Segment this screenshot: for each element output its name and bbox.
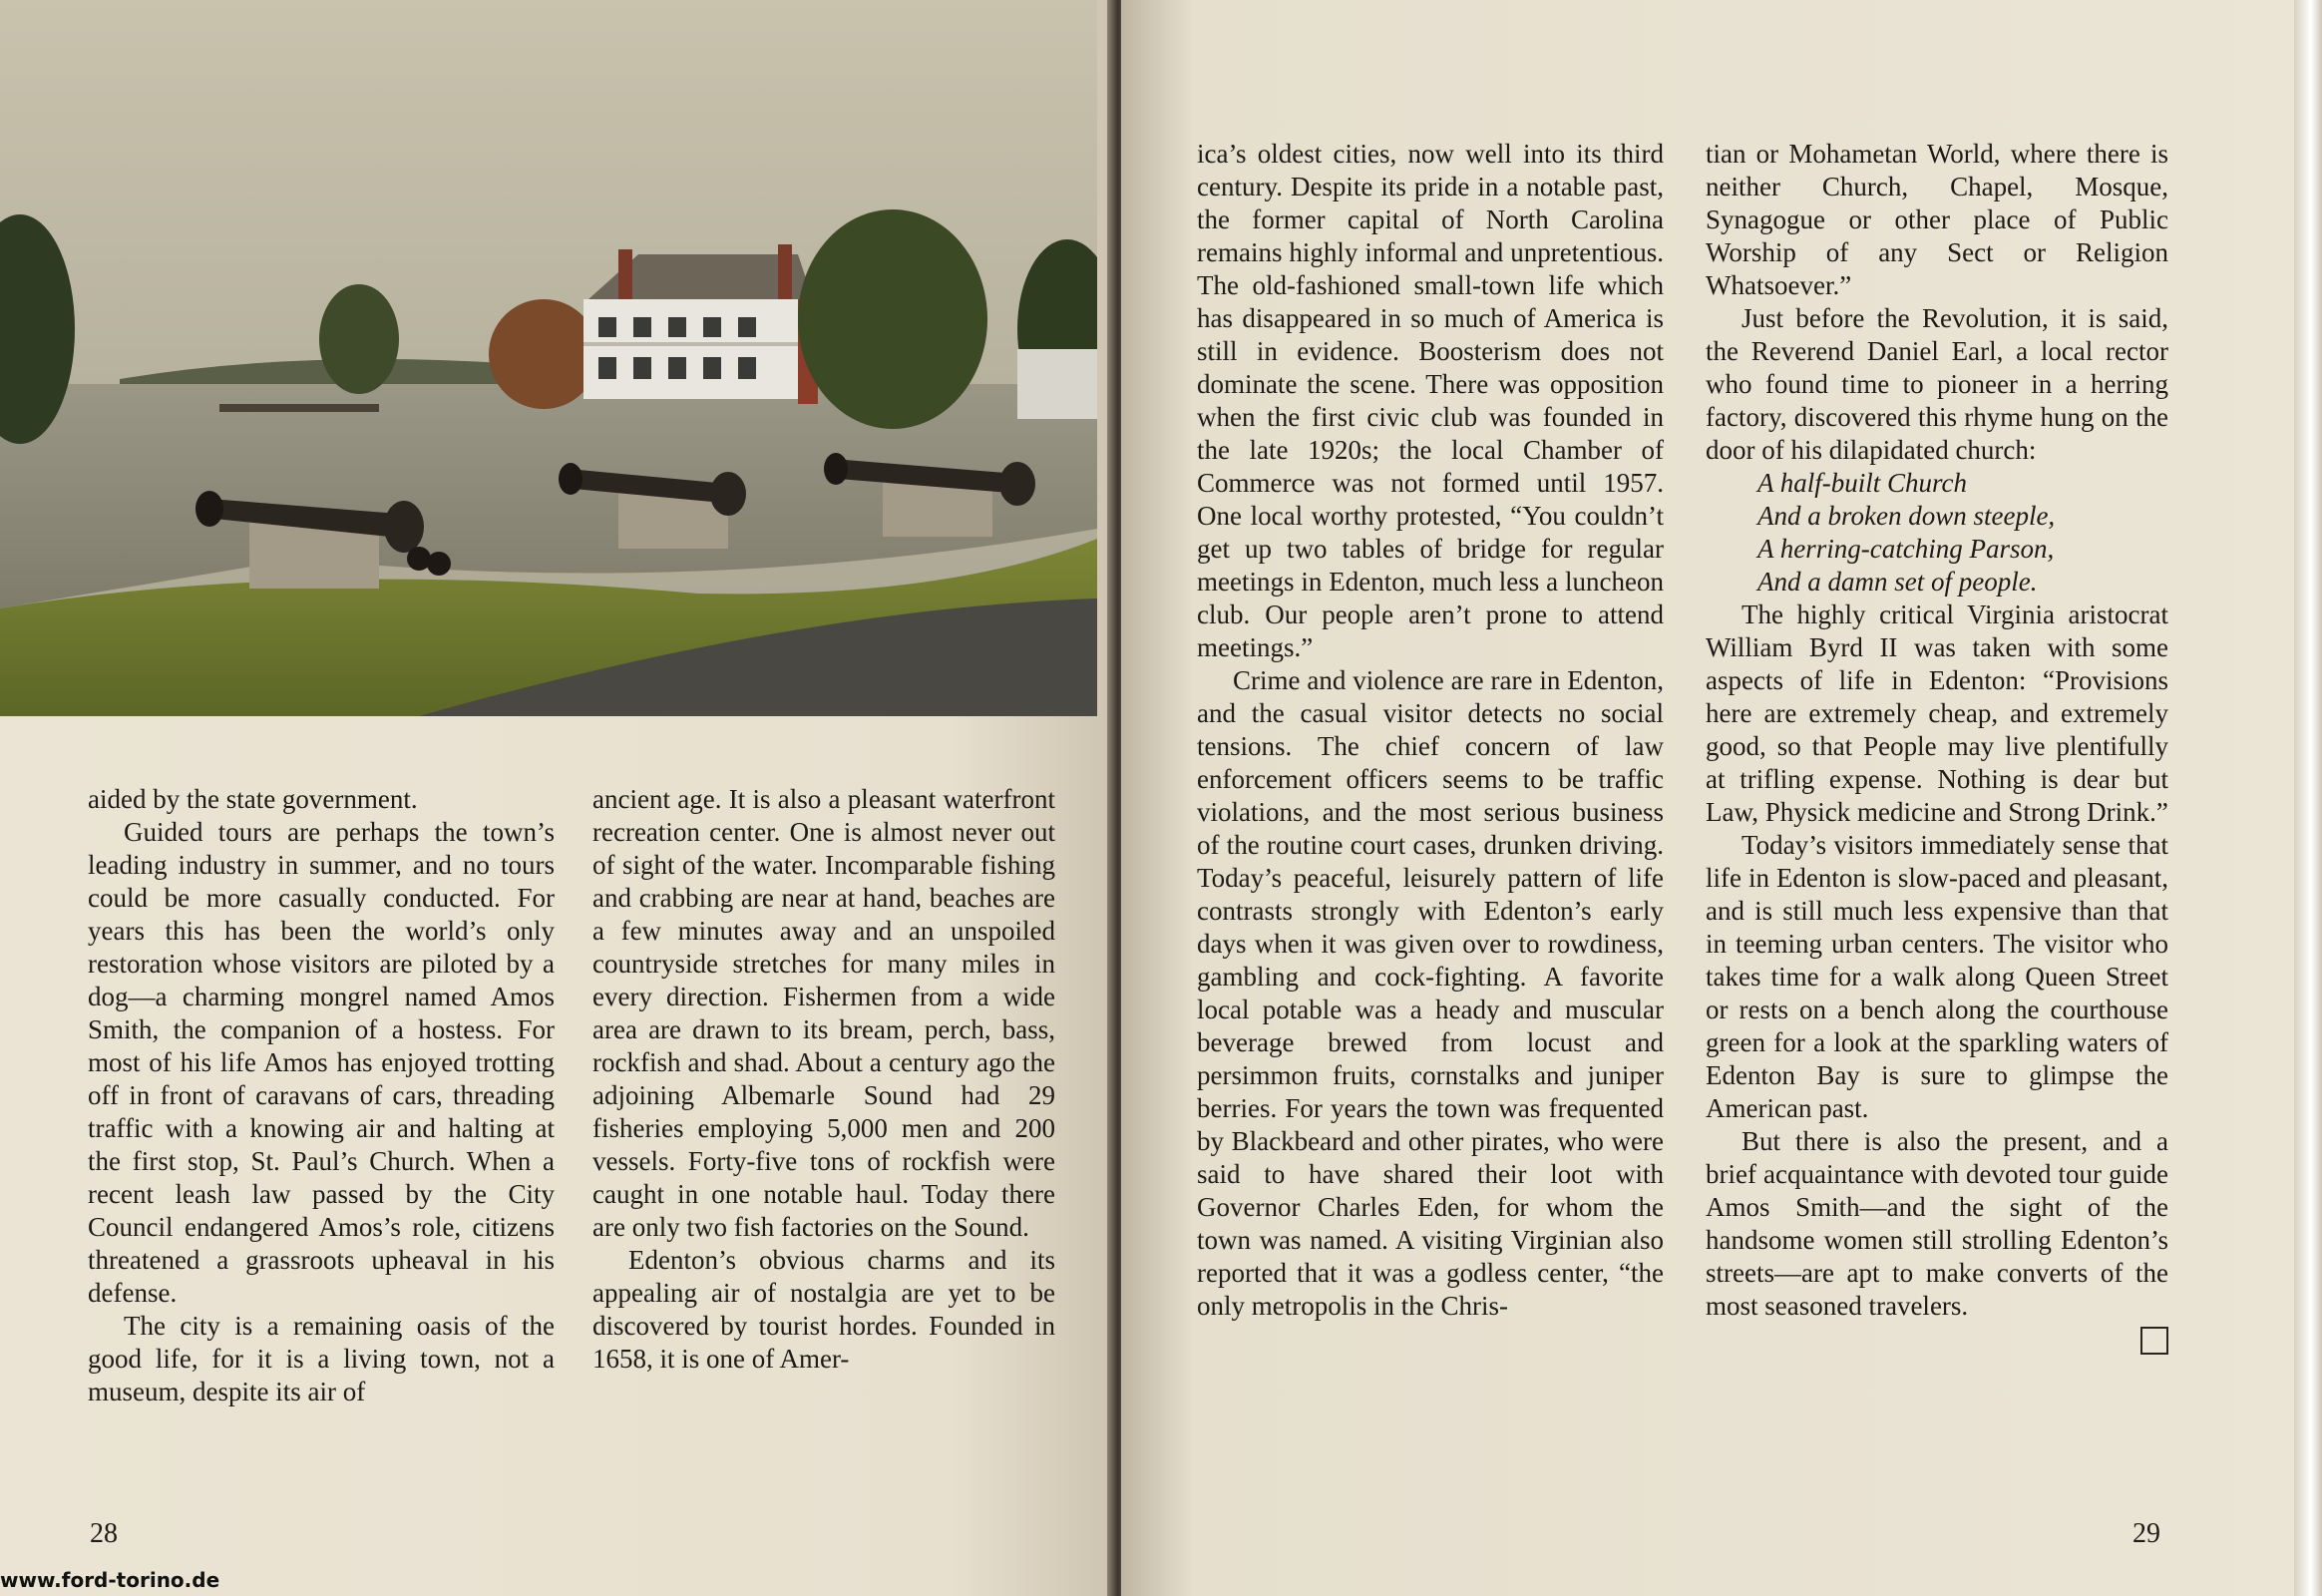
paragraph: The city is a remaining oasis of the good life, for it is a living town, not a museum, despite its air of xyxy=(88,1311,555,1406)
paragraph: Edenton’s obvious charms and its appealing air of nostalgia are yet to be discovered by tourist hordes. Founded in 1658, it is one of Amer- xyxy=(592,1245,1055,1374)
house-icon xyxy=(583,244,818,404)
rhyme-verse xyxy=(1706,467,2168,598)
paragraph: Today’s visitors immediately sense that life in Edenton is slow-paced and pleasant, and is still much less expensive than that in teeming urban centers. The visitor who takes time for a walk along Queen Street or rests on a bench along the courthouse green for a look at the sparkling waters of Edenton Bay is sure to glimpse the American past. xyxy=(1706,830,2168,1123)
paragraphs-after-verse xyxy=(1706,598,2168,1323)
verse-line: A half-built Church xyxy=(1757,468,1968,498)
paragraph: But there is also the present, and a brief acquaintance with devoted tour guide Amos Smith—and the sight of the handsome women still strolling Edenton’s streets—are apt to make converts of the most seasoned travelers. xyxy=(1706,1126,2168,1321)
page-number-left: 28 xyxy=(90,1518,118,1549)
paragraph: tian or Mohametan World, where there is neither Church, Chapel, Mosque, Synagogue or other place of Public Worship of any Sect or Religion Whatsoever.” xyxy=(1706,139,2168,300)
verse-line: A herring-catching Parson, xyxy=(1757,534,2055,564)
paragraph: ica’s oldest cities, now well into its third century. Despite its pride in a notable past, the former capital of North Carolina remains highly informal and unpretentious. The old-fashioned small-town life which has disappeared in so much of America is still in evidence. Boosterism does not dominate the scene. There was opposition when the first civic club was founded in the late 1920s; the local Chamber of Commerce was not formed until 1957. One local worthy protested, “You couldn’t get up two tables of bridge for regular meetings in Edenton, much less a luncheon club. Our people aren’t prone to attend meetings.” xyxy=(1197,139,1664,662)
paragraph: Just before the Revolution, it is said, the Reverend Daniel Earl, a local rector who found time to pioneer in a herring factory, discovered this rhyme hung on the door of his dilapidated church: xyxy=(1706,303,2168,465)
left-page xyxy=(0,0,1115,1596)
page-number-right: 29 xyxy=(2132,1518,2160,1549)
text-column-right-2 xyxy=(1706,138,2168,1355)
paragraph: ancient age. It is also a pleasant waterfront recreation center. One is almost never out of sight of the water. Incomparable fishing and crabbing are near at hand, beaches are a few minutes away and an unspoiled countryside stretches for many miles in every direction. Fishermen from a wide area are drawn to its bream, perch, bass, rockfish and shad. About a century ago the adjoining Albemarle Sound had 29 fisheries employing 5,000 men and 200 vessels. Forty-five tons of rockfish were caught in one notable haul. Today there are only two fish factories on the Sound. xyxy=(592,784,1055,1242)
paragraph: Crime and violence are rare in Edenton, and the casual visitor detects no social tensions. The chief concern of law enforcement officers seems to be traffic violations, and the most serious business of the routine court cases, drunken driving. Today’s peaceful, leisurely pattern of life contrasts strongly with Edenton’s early days when it was given over to rowdiness, gambling and cock-fighting. A favorite local potable was a heady and muscular beverage brewed from locust and persimmon fruits, cornstalks and juniper berries. For years the town was frequented by Blackbeard and other pirates, who were said to have shared their loot with Governor Charles Eden, for whom the town was named. A visiting Virginian also reported that it was a godless center, “the only metropolis in the Chris- xyxy=(1197,665,1664,1321)
paragraphs-before-verse xyxy=(1706,138,2168,467)
verse-line: And a damn set of people. xyxy=(1757,567,2038,597)
paragraph: The highly critical Virginia aristocrat William Byrd II was taken with some aspects of life in Edenton: “Provisions here are extremely cheap, and extremely good, so that People may live plentifully at trifling expense. Nothing is dear but Law, Physick medicine and Strong Drink.” xyxy=(1706,599,2168,827)
text-column-left-1 xyxy=(88,783,555,1408)
waterfront-illustration xyxy=(0,0,1097,716)
text-column-right-1 xyxy=(1197,138,1664,1323)
watermark-text: www.ford-torino.de xyxy=(0,1568,220,1592)
verse-line: And a broken down steeple, xyxy=(1757,501,2056,531)
paragraph: aided by the state government. xyxy=(88,784,418,814)
paragraph: Guided tours are perhaps the town’s leading industry in summer, and no tours could be more casually conducted. For years this has been the world’s only restoration whose visitors are piloted by a dog—a charming mongrel named Amos Smith, the companion of a hostess. For most of his life Amos has enjoyed trotting off in front of caravans of cars, threading traffic with a knowing air and halting at the first stop, St. Paul’s Church. When a recent leash law passed by the City Council endangered Amos’s role, citizens threatened a grassroots upheaval in his defense. xyxy=(88,817,555,1308)
end-mark-box xyxy=(2140,1327,2168,1355)
page-edge xyxy=(2294,0,2322,1596)
text-column-left-2 xyxy=(592,783,1055,1376)
